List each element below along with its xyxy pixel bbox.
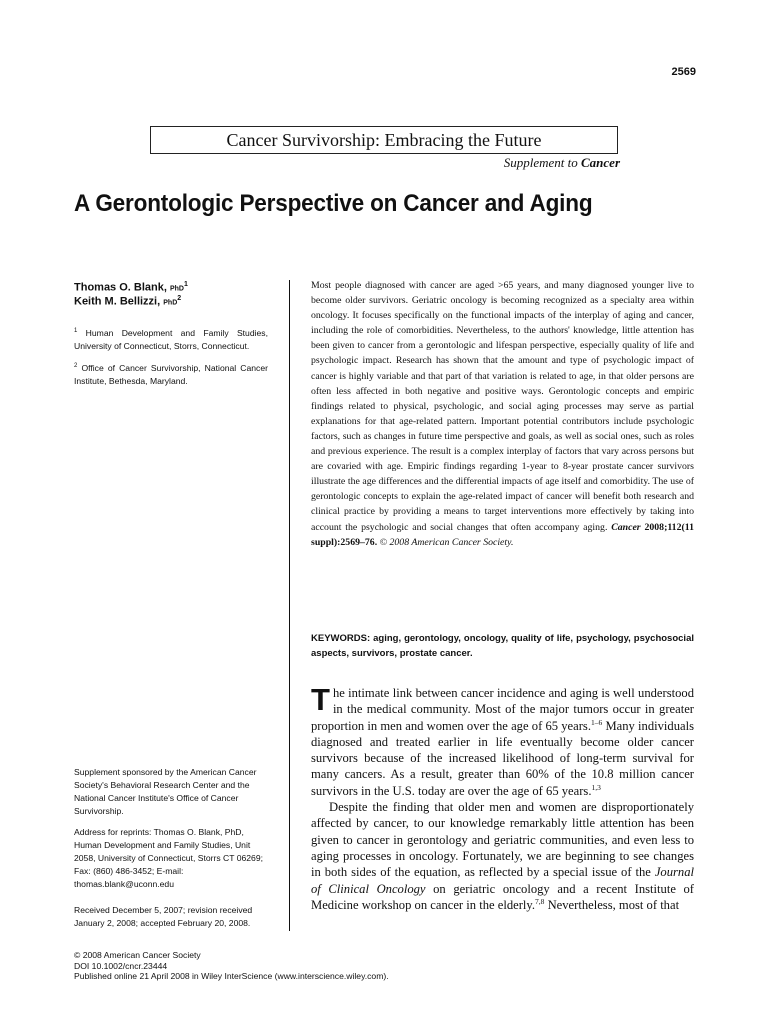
affiliation	[74, 325, 268, 353]
author-affiliation-mark: 1	[183, 281, 188, 288]
journal-name: Cancer	[581, 155, 620, 170]
reference-mark: 7,8	[535, 896, 545, 906]
series-banner	[150, 126, 618, 154]
supplement-prefix: Supplement to	[503, 155, 578, 170]
body-text-run: Nevertheless, most of that	[544, 897, 680, 912]
page-number: 2569	[671, 66, 696, 78]
drop-cap: T	[311, 682, 330, 717]
sponsor-note: Supplement sponsored by the American Cancer Society's Behavioral Research Center and the National Cancer Institute's Office of Cancer Survivorship.	[74, 767, 257, 816]
reference-mark: 1,3	[591, 782, 601, 792]
reprint-address-note: Address for reprints: Thomas O. Blank, PhD, Human Development and Family Studies, Unit 2058, University of Connecticut, Storrs CT 06269; Fax: (860) 486-3452; E-mail: thomas.blank@uconn.edu	[74, 827, 263, 889]
published-online-line: Published online 21 April 2008 in Wiley InterScience (www.interscience.wiley.com).	[74, 971, 389, 981]
series-title: Cancer Survivorship: Embracing the Future	[226, 130, 542, 150]
author	[74, 281, 188, 294]
affiliation-mark: 2	[74, 363, 78, 369]
author-affiliation-mark: 2	[177, 295, 182, 302]
author-name: Keith M. Bellizzi,	[74, 295, 161, 308]
body-paragraph	[311, 799, 694, 913]
body-text-run: on geriatric oncology and a recent Institute of Medicine workshop on cancer in the elderly.	[311, 881, 694, 912]
copyright-block	[74, 950, 389, 982]
copyright-line: © 2008 American Cancer Society	[74, 950, 201, 960]
affiliation	[74, 360, 268, 388]
affiliation-text: Office of Cancer Survivorship, National Cancer Institute, Bethesda, Maryland.	[74, 362, 268, 386]
received-dates-note: Received December 5, 2007; revision received January 2, 2008; accepted February 20, 2008.	[74, 905, 253, 928]
abstract-text: Most people diagnosed with cancer are aged >65 years, and many diagnosed younger live to become older survivors. Geriatric oncology is becoming recognized as a specialty area within oncology. It focuses specifically on the functional impacts of the interplay of aging and cancer, including the role of comorbidities. Nevertheless, to the authors' knowledge, little attention has been given to cancer from a gerontologic and lifespan perspective, especially quality of life and psychologic impact. Research has shown that the amount and type of psychologic impact of cancer is highly variable and that part of that variation is related to age, in that older persons are often less affected in both negative and positive ways. Gerontologic concepts and empiric findings related to physical, psychologic, and social aging processes may serve as partial explanations for that age-related pattern. Important potential contributors include psychologic factors, such as changes in future time perspective and goals, as well as social ones, such as roles and previous experience. The result is a complex interplay of factors that vary across persons but are covaried with age. Empiric findings regarding 1-year to 8-year prostate cancer survivors illustrate the age differences and the differential impacts of age itself and comorbidity. The use of gerontologic concepts to explain the age-related impact of cancer will benefit both research and clinical practice by providing a means to target interventions more effectively by taking into account the psychologic and social changes that often accompany aging.	[311, 280, 694, 533]
affiliation-mark: 1	[74, 328, 78, 334]
author-degree: PhD	[169, 285, 184, 293]
citation-reference: 2008;112(11 suppl):2569–76.	[311, 521, 694, 548]
body-text-run: Despite the finding that older men and women are disproportionately affected by cancer, to our knowledge remarkably little attention has been given to cancer in gerontology and geriatric communities, and even less to aging processes in oncology. Fortunately, we are beginning to see changes in both sides of the equation, as reflected by a special issue of the	[311, 800, 694, 880]
abstract	[311, 278, 694, 550]
body-text-run: he intimate link between cancer incidence and aging is well understood in the medical community. Most of the major tumors occur in greater proportion in men and women over the age of 65 years.	[311, 686, 694, 733]
citation-journal: Cancer	[611, 521, 641, 533]
keywords: KEYWORDS: aging, gerontology, oncology, quality of life, psychology, psychosocial aspects, survivors, prostate cancer.	[311, 633, 694, 659]
body-text	[311, 682, 694, 913]
doi-line: DOI 10.1002/cncr.23444	[74, 960, 168, 971]
author	[74, 295, 181, 308]
journal-reference: Journal of Clinical Oncology	[311, 865, 694, 896]
author-degree: PhD	[163, 299, 178, 307]
author-name: Thomas O. Blank,	[74, 281, 167, 294]
affiliation-text: Human Development and Family Studies, University of Connecticut, Storrs, Connecticut.	[74, 327, 268, 351]
citation-copyright: © 2008 American Cancer Society.	[379, 536, 514, 548]
reference-mark: 1–6	[590, 717, 603, 727]
body-paragraph	[311, 682, 694, 799]
article-title: A Gerontologic Perspective on Cancer and Aging	[74, 190, 593, 217]
supplement-line	[380, 155, 620, 171]
body-text-run: Many individuals diagnosed and treated earlier in life eventually become older cancer survivors because of the increased likelihood of long-term survival for many cancers. As a result, greater than 60% of the 10.8 million cancer survivors in the U.S. today are over the age of 65 years.	[311, 718, 694, 798]
column-divider	[289, 280, 290, 931]
